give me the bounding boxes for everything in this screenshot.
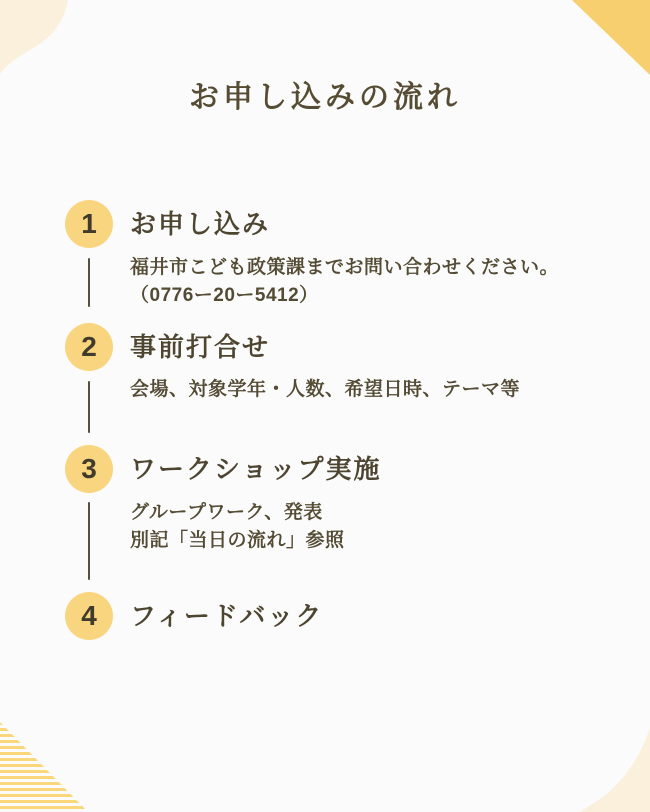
step-1-number: 1 xyxy=(81,208,97,239)
step-1-description-line-1: 福井市こども政策課までお問い合わせください。 xyxy=(130,257,560,278)
corner-triangle-top-right xyxy=(572,0,650,75)
connector-line-1 xyxy=(88,258,90,307)
step-1-description-line-2: （0776ー20ー5412） xyxy=(130,285,319,306)
step-4-number: 4 xyxy=(81,600,97,631)
connector-line-3 xyxy=(88,502,90,580)
step-3-description xyxy=(130,499,345,555)
step-2-description-line-1: 会場、対象学年・人数、希望日時、テーマ等 xyxy=(130,379,521,400)
step-1-description xyxy=(130,254,559,310)
step-3-description-line-2: 別記「当日の流れ」参照 xyxy=(130,530,345,551)
corner-blob-bottom-right xyxy=(580,727,650,812)
step-1-number-badge xyxy=(65,200,113,248)
step-2-number-badge xyxy=(65,323,113,371)
step-2-title: 事前打合せ xyxy=(130,332,271,362)
step-3-number: 3 xyxy=(81,453,97,484)
corner-blob-top-left xyxy=(0,0,80,80)
step-3-number-badge xyxy=(65,445,113,493)
step-1-title: お申し込み xyxy=(130,209,271,239)
page-title: お申し込みの流れ xyxy=(189,81,461,114)
step-3-description-line-1: グループワーク、発表 xyxy=(130,502,323,523)
step-2-number: 2 xyxy=(81,331,97,362)
step-2-description xyxy=(130,376,520,404)
corner-stripes-bottom-left xyxy=(0,722,88,812)
step-4-title: フィードバック xyxy=(130,601,324,631)
connector-line-2 xyxy=(88,381,90,433)
step-4-number-badge xyxy=(65,592,113,640)
step-3-title: ワークショップ実施 xyxy=(130,454,382,484)
